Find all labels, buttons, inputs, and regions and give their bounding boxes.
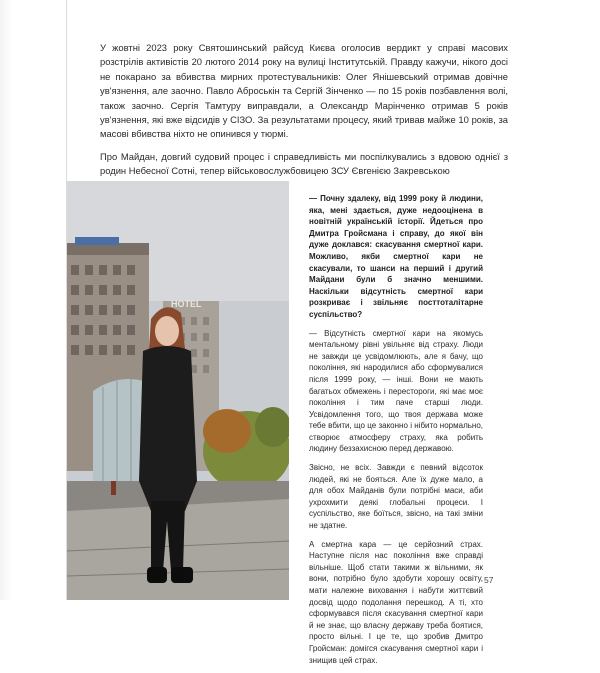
page-number: 57	[484, 575, 494, 585]
photo-illustration	[67, 181, 289, 600]
portrait-photo	[67, 181, 289, 600]
interview-column	[309, 193, 483, 673]
page-edge	[0, 0, 12, 600]
interview-question: — Почну здалеку, від 1999 року й людини, яка, мені здається, дуже недооцінена в новітній українській історії. Йдеться про Дмитра Гройсмана і справу, до якої він дуже доклався: скасування смертної кари. Можливо, якби смертної кари не скасували, то шанси на перший і другий Майдани були б значно меншими. Наскільки відсутність смертної кари розкриває і звільняє посттоталітарне суспільство?	[309, 194, 483, 319]
interview-answer: — Відсутність смертної кари на якомусь ментальному рівні увільняє від страху. Люди не завжди це усвідомлюють, але я бачу, що покоління, які народилися або сформувалися після 1999 року, — інші. Вони не мають багатьох обмежень і перестороги, які має моє покоління і тим паче старші люди. Усвідомлення того, що твоя держава може тебе вбити, що це законно і нібито нормально, створює атмосферу страху, яка робить людину беззахисною перед державою.	[309, 328, 483, 454]
intro-text	[100, 41, 508, 187]
interview-answer: А смертна кара — це серйозний страх. Наступне після нас покоління вже справді вільніше. Щоб стати такими ж вільними, як вони, потрібно було здобути хорошу освіту, мати належне виховання і набути життєвий досвід щодо подолання перешкод. А ті, хто сформувався після скасування смертної кари й не знає, що власну державу треба боятися, просто вільні. І це те, що зробив Дмитро Гройсман: домігся скасування смертної кари і знищив цей страх.	[309, 539, 483, 665]
interview-answer: Звісно, не всіх. Завжди є певний відсоток людей, які не бояться. Але їх дуже мало, а для обох Майданів були потрібні маси, аби ухрохмити деякі глобальні процеси. І суспільство, яке боїться, звісно, на такі зміни не здатне.	[309, 463, 483, 531]
intro-paragraph: У жовтні 2023 року Святошинський райсуд Києва оголосив вердикт у справі масових розстрілів активістів 20 лютого 2014 року на вулиці Інститутській. Правду кажучи, нікого досі не покарано за вбивства мирних протестувальників: Олег Янішевський отримав довічне ув'язнення, але заочно. Павло Аброськін та Сергій Зінченко — по 15 років позбавлення волі, також заочно. Сергія Тамтуру виправдали, а Олександр Марінченко отримав 5 років ув'язнення, які вже відсидів у СІЗО. За результатами процесу, який тривав майже 10 років, за масові вбивства ніхто не опинився у тюрмі.	[100, 42, 508, 140]
hotel-sign: HOTEL	[171, 299, 202, 309]
intro-paragraph: Про Майдан, довгий судовий процес і справедливість ми поспілкувались з вдовою однієї з родин Небесної Сотні, тепер військовослужбовицею ЗСУ Євгенією Закревською	[100, 150, 508, 177]
